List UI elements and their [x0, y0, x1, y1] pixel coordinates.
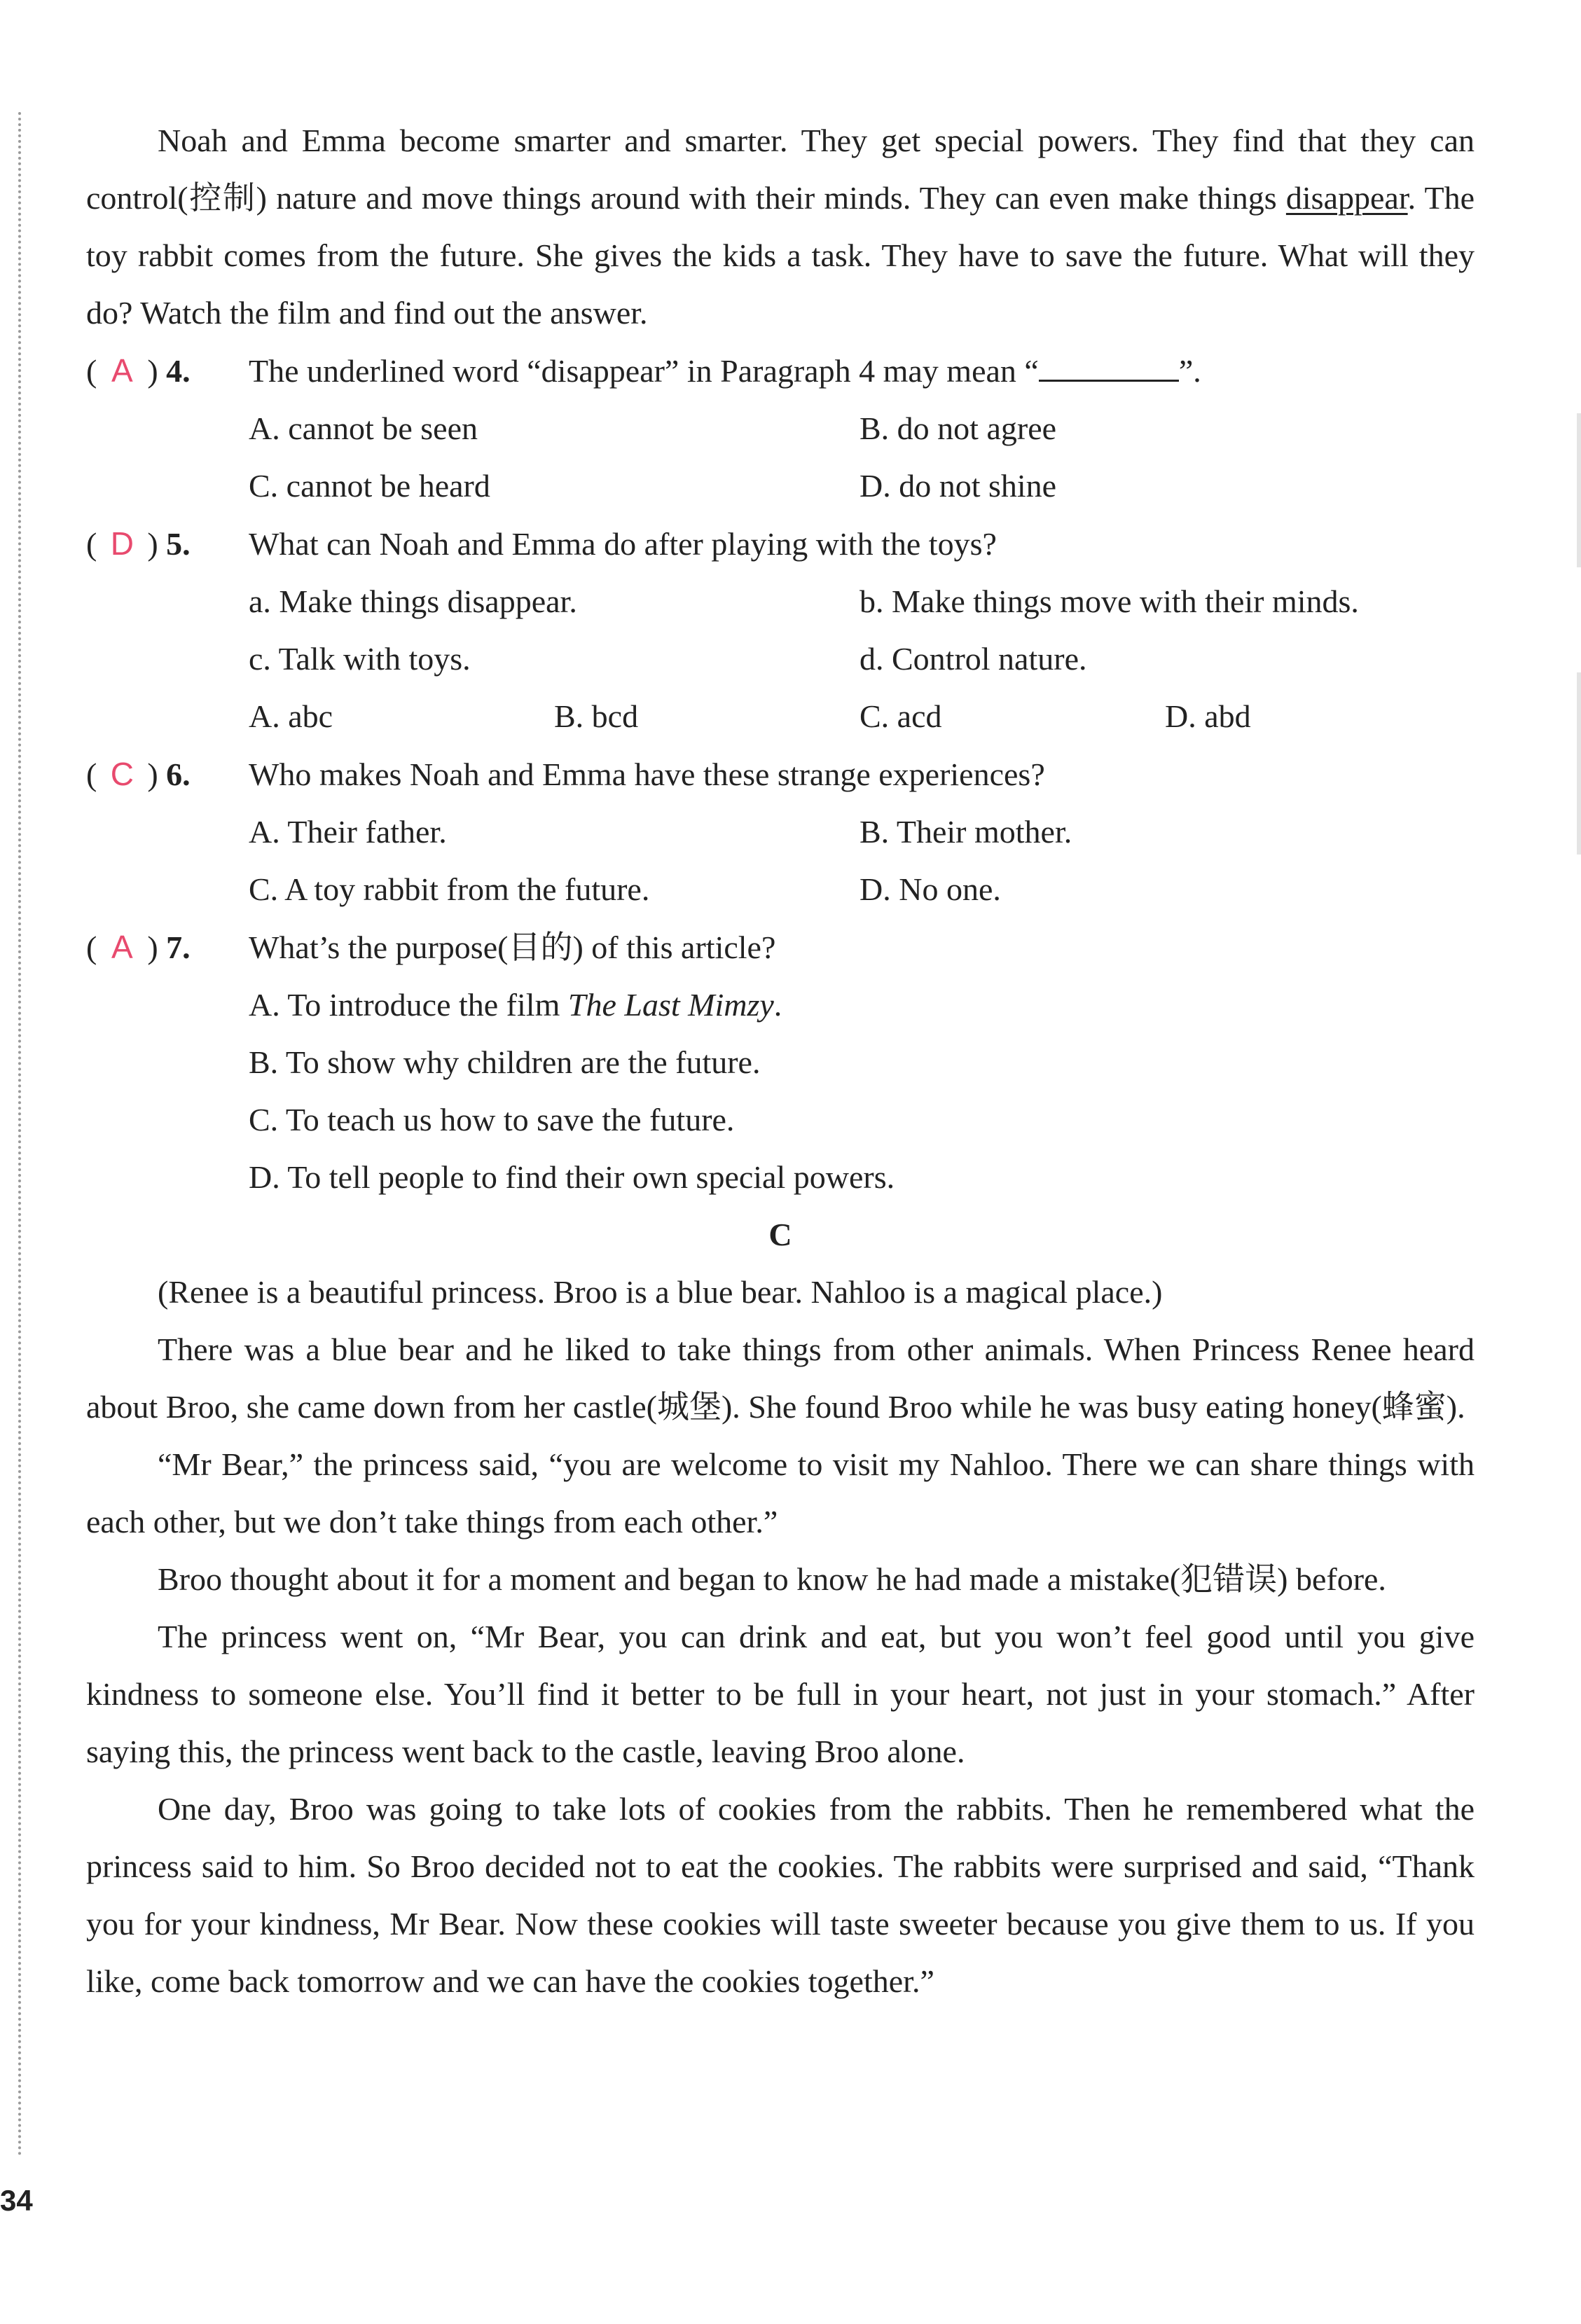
answer-blank [1039, 352, 1179, 382]
option-d: D. No one. [859, 871, 1001, 907]
option-c: C. To teach us how to save the future. [249, 1102, 735, 1137]
options-row [249, 861, 1475, 918]
option-b: B. Their mother. [859, 814, 1072, 850]
edge-mark [1577, 413, 1581, 567]
question-number: 7. [166, 929, 191, 965]
answer-mark: C [110, 756, 134, 792]
passage-paragraph: The princess went on, “Mr Bear, you can drink and eat, but you won’t feel good until you give kindness to someone else. You’ll find it better to be full in your heart, not just in your stomach.” After saying this, the princess went back to the castle, leaving Broo alone. [86, 1619, 1475, 1769]
options-row [249, 400, 1475, 457]
page-number: 34 [0, 2184, 33, 2217]
intro-paragraph: Noah and Emma become smarter and smarter. They get special powers. They find that they can control(控制) nature and move things around with their minds. They can even make things disappear. The toy rabbit comes from the future. She gives the kids a task. They have to save the future. What will they do? Watch the film and find out the answer. [86, 123, 1475, 331]
option-a: A. Their father. [249, 814, 447, 850]
option-b: B. do not agree [859, 410, 1057, 446]
option-c: C. A toy rabbit from the future. [249, 871, 650, 907]
answer-mark: D [110, 525, 134, 562]
passage-paragraph: (Renee is a beautiful princess. Broo is a blue bear. Nahloo is a magical place.) [158, 1274, 1163, 1310]
sub-option-d: d. Control nature. [859, 641, 1087, 677]
sub-options-row [249, 630, 1475, 688]
option-b: B. bcd [554, 698, 639, 734]
sub-options-row [249, 573, 1475, 630]
edge-mark [1577, 672, 1581, 855]
sub-option-b: b. Make things move with their minds. [859, 583, 1359, 619]
underlined-word: disappear [1285, 180, 1408, 216]
question-5: ( D ) 5. What can Noah and Emma do after playing with the toys? [86, 515, 1475, 573]
question-4: ( A ) 4. The underlined word “disappear” in Paragraph 4 may mean “ ”. [86, 342, 1475, 400]
option-c: C. acd [859, 698, 942, 734]
question-6: ( C ) 6. Who makes Noah and Emma have these strange experiences? [86, 745, 1475, 803]
question-number: 5. [166, 526, 191, 562]
option-d: D. do not shine [859, 468, 1057, 504]
option-d: D. abd [1165, 698, 1251, 734]
option-b: B. To show why children are the future. [249, 1044, 761, 1080]
option-a: A. abc [249, 698, 333, 734]
page-content [86, 112, 1475, 2010]
option-a: A. cannot be seen [249, 410, 478, 446]
passage-paragraph: One day, Broo was going to take lots of cookies from the rabbits. Then he remembered what the princess said to him. So Broo decided not to eat the cookies. The rabbits were surprised and said, “Thank you for your kindness, Mr Bear. Now these cookies will taste sweeter because you give them to us. If you like, come back tomorrow and we can have the cookies together.” [86, 1791, 1475, 1999]
question-number: 4. [166, 353, 191, 389]
options-row [249, 688, 1475, 745]
option-c: C. cannot be heard [249, 468, 490, 504]
passage-paragraph: “Mr Bear,” the princess said, “you are welcome to visit my Nahloo. There we can share things with each other, but we don’t take things from each other.” [86, 1446, 1475, 1540]
option-d: D. To tell people to find their own special powers. [249, 1159, 895, 1195]
answer-mark: A [111, 929, 133, 965]
sub-option-a: a. Make things disappear. [249, 583, 577, 619]
passage-paragraph: There was a blue bear and he liked to take things from other animals. When Princess Renee heard about Broo, she came down from her castle(城堡). She found Broo while he was busy eating honey(蜂蜜). [86, 1332, 1475, 1425]
margin-dotted-line [18, 112, 21, 2157]
answer-mark: A [111, 352, 133, 389]
question-number: 6. [166, 756, 191, 792]
film-title: The Last Mimzy [567, 987, 774, 1023]
options-row [249, 457, 1475, 515]
section-title: C [768, 1217, 792, 1252]
passage-paragraph: Broo thought about it for a moment and began to know he had made a mistake(犯错误) before. [158, 1561, 1386, 1597]
question-7: ( A ) 7. What’s the purpose(目的) of this article? [86, 918, 1475, 976]
sub-option-c: c. Talk with toys. [249, 641, 471, 677]
option-a: A. To introduce the film The Last Mimzy. [249, 987, 782, 1023]
options-row [249, 803, 1475, 861]
